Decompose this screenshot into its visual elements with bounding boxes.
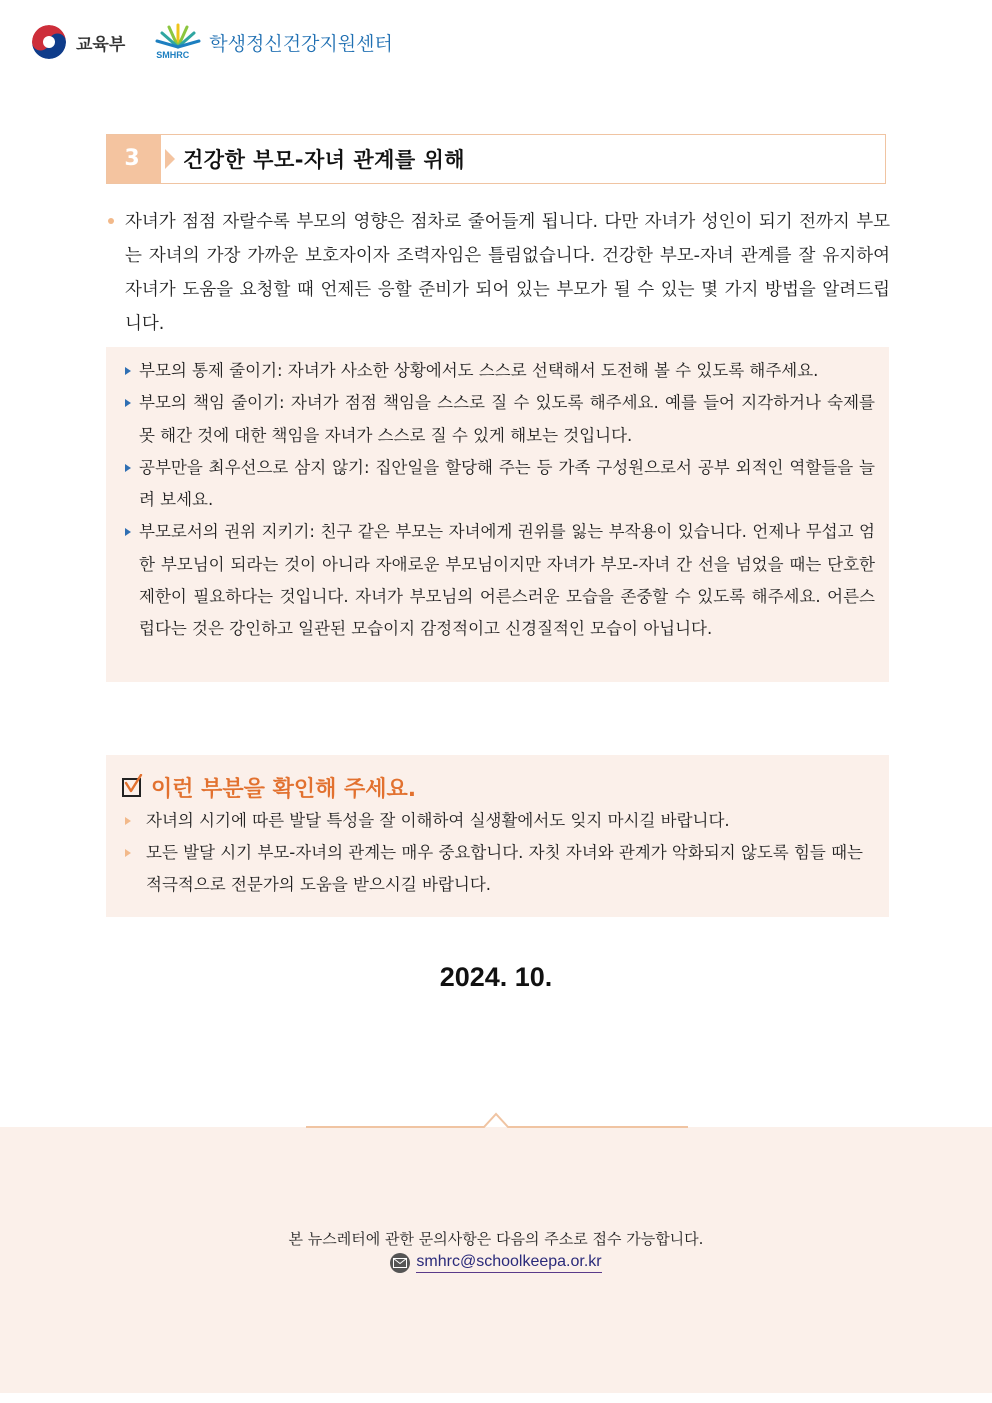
triangle-bullet-icon [125, 849, 131, 857]
tip-item [124, 452, 875, 517]
checklist-text: 모든 발달 시기 부모-자녀의 관계는 매우 중요합니다. 자칫 자녀와 관계가 악화되지 않도록 힘들 때는 적극적으로 전문가의 도움을 받으시길 바랍니다. [146, 843, 863, 894]
triangle-bullet-icon [125, 367, 131, 375]
triangle-bullet-icon [125, 464, 131, 472]
tip-text: 부모의 통제 줄이기: 자녀가 사소한 상황에서도 스스로 선택해서 도전해 볼 수 있도록 해주세요. [139, 361, 819, 380]
checklist-box [106, 755, 889, 917]
ministry-name: 교육부 [76, 34, 126, 55]
intro-paragraph [106, 205, 890, 341]
footer-contact [0, 1253, 992, 1273]
triangle-bullet-icon [125, 399, 131, 407]
checklist-title-row [122, 769, 875, 805]
center-emblem [153, 21, 203, 63]
section-header [106, 134, 886, 184]
taegeuk-emblem-icon [30, 23, 68, 61]
section-number: 3 [124, 146, 140, 171]
section-arrow-icon [165, 149, 175, 169]
section-number-badge [107, 135, 161, 183]
center-abbreviation: SMHRC [156, 50, 190, 60]
checklist-item [122, 837, 875, 901]
triangle-bullet-icon [125, 817, 131, 825]
checklist-item [122, 805, 875, 837]
contact-email-link[interactable]: smhrc@schoolkeepa.or.kr [416, 1253, 601, 1273]
issue-date: 2024. 10. [439, 962, 553, 992]
tips-box [106, 347, 889, 682]
tip-text: 부모의 책임 줄이기: 자녀가 점점 책임을 스스로 질 수 있도록 해주세요. 예를 들어 지각하거나 숙제를 못 해간 것에 대한 책임을 자녀가 스스로 질 수 있게 해보는 것입니다. [139, 393, 875, 445]
section-title: 건강한 부모-자녀 관계를 위해 [183, 148, 466, 172]
tip-text: 부모로서의 권위 지키기: 친구 같은 부모는 자녀에게 권위를 잃는 부작용이 있습니다. 언제나 무섭고 엄한 부모님이 되라는 것이 아니라 자애로운 부모님이지만 자녀가 부모-자녀 간 선을 넘었을 때는 단호한 제한이 필요하다는 것입니다. 자녀가 부모님의 어른스러운 모습을 존중할 수 있도록 해주세요. 어른스럽다는 것은 강인하고 일관된 모습이지 감정적이고 신경질적인 모습이 아닙니다. [139, 522, 875, 639]
tip-item [124, 355, 875, 387]
sunburst-icon [153, 21, 203, 51]
footer-note: 본 뉴스레터에 관한 문의사항은 다음의 주소로 접수 가능합니다. [288, 1230, 704, 1248]
header [30, 18, 393, 66]
bullet-dot-icon [108, 218, 114, 224]
footer-divider [306, 1111, 688, 1131]
triangle-bullet-icon [125, 528, 131, 536]
mail-icon [390, 1253, 410, 1273]
ministry-logo [30, 23, 125, 61]
checkbox-checked-icon [122, 778, 141, 797]
checklist-text: 자녀의 시기에 따른 발달 특성을 잘 이해하여 실생활에서도 잊지 마시길 바랍니다. [146, 811, 730, 830]
tip-text: 공부만을 최우선으로 삼지 않기: 집안일을 할당해 주는 등 가족 구성원으로서 공부 외적인 역할들을 늘려 보세요. [139, 457, 875, 510]
checklist-title: 이런 부분을 확인해 주세요. [151, 776, 417, 802]
tip-item [124, 387, 875, 452]
tip-item [124, 516, 875, 645]
intro-text: 자녀가 점점 자랄수록 부모의 영향은 점차로 줄어들게 됩니다. 다만 자녀가 성인이 되기 전까지 부모는 자녀의 가장 가까운 보호자이자 조력자임은 틀림없습니다. 건강한 부모-자녀 관계를 잘 유지하여 자녀가 도움을 요청할 때 언제든 응할 준비가 되어 있는 부모가 될 수 있는 몇 가지 방법을 알려드립니다. [125, 212, 890, 334]
center-name: 학생정신건강지원센터 [209, 32, 393, 55]
center-logo [153, 21, 393, 63]
